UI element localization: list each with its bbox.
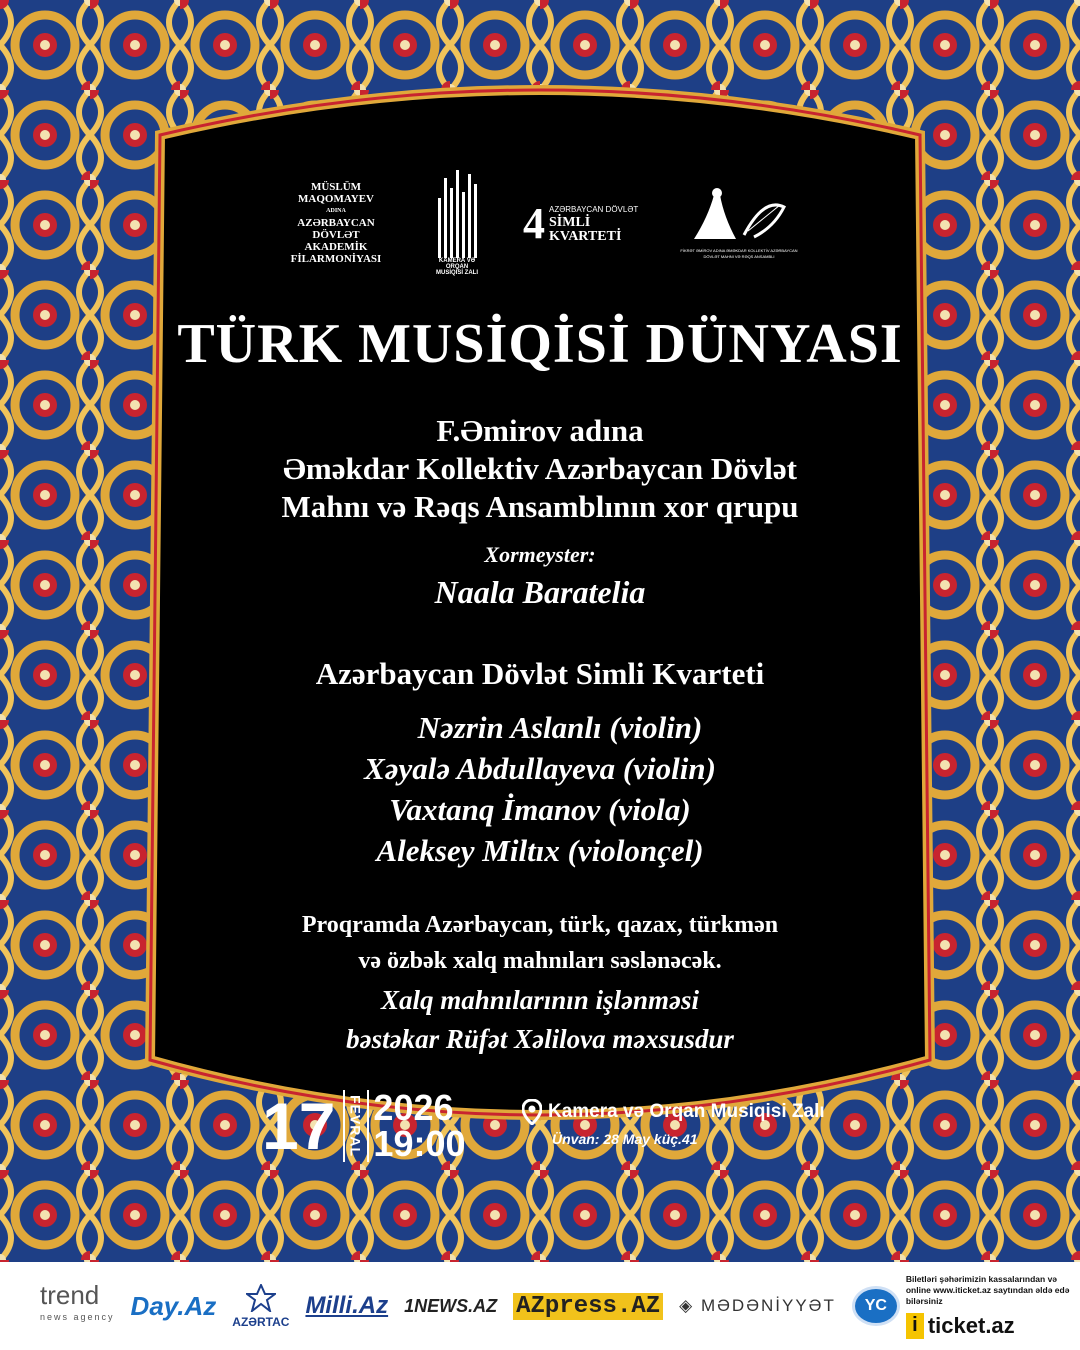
- logo-row: [0, 170, 1080, 276]
- kamera-logo-line1: KAMERA VƏ ORQAN: [438, 258, 476, 270]
- event-venue: [522, 1099, 825, 1147]
- dancer-icon: [684, 187, 794, 243]
- choirmaster-name: Naala Baratelia: [434, 574, 646, 610]
- ticket-note: Biletləri şəhərimizin kassalarından və online www.iticket.az saytından əldə edə bilərsiniz: [905, 1273, 1070, 1306]
- event-date: [262, 1087, 466, 1164]
- sponsor-list: [0, 1280, 900, 1329]
- sponsor-yc[interactable]: YC: [852, 1286, 900, 1326]
- iticket-block[interactable]: [900, 1274, 1080, 1339]
- kvartet-logo-line3: KVARTETİ: [549, 228, 622, 244]
- dedication-line-1: Xalq mahnılarının işlənməsi: [380, 985, 700, 1015]
- philharmonic-logo-line1: MÜSLÜM MAQOMAYEV: [298, 181, 374, 205]
- program-line-1: Proqramda Azərbaycan, türk, qazax, türkmən: [301, 912, 779, 938]
- sponsor-day-az[interactable]: Day.Az: [130, 1290, 217, 1321]
- event-day: 17: [262, 1089, 336, 1163]
- sponsor-trend-label: trend: [40, 1280, 100, 1310]
- date-divider-2: [367, 1090, 369, 1162]
- sponsor-medeniyyet[interactable]: [679, 1296, 836, 1316]
- sponsor-trend[interactable]: [40, 1280, 115, 1328]
- philharmonic-logo: [281, 181, 391, 265]
- philharmonic-logo-line4: AKADEMİK: [304, 241, 368, 253]
- venue-address: Ünvan: 28 May küç.41: [552, 1131, 698, 1147]
- performer-2: Xəyalə Abdullayeva (violin): [364, 751, 716, 786]
- ensemble-line-3: Mahnı və Rəqs Ansamblının xor qrupu: [281, 489, 799, 524]
- philharmonic-logo-line3: AZƏRBAYCAN DÖVLƏT: [297, 217, 375, 241]
- kvartet-logo-line2: SİMLİ: [549, 214, 591, 230]
- venue-name: Kamera və Orqan Musiqisi Zalı: [548, 1101, 825, 1122]
- kvartet-logo: [523, 198, 643, 249]
- iticket-brand: ticket.az: [927, 1312, 1015, 1338]
- choirmaster-label: Xormeyster:: [484, 542, 596, 567]
- kvartet-logo-number: 4: [523, 198, 545, 248]
- event-year: 2026: [373, 1087, 454, 1128]
- performer-4: Aleksey Miltıx (violonçel): [376, 833, 704, 868]
- performer-3: Vaxtanq İmanov (viola): [389, 792, 691, 827]
- ensemble-line-1: F.Əmirov adına: [436, 413, 644, 448]
- azertac-emblem-icon: [246, 1284, 276, 1312]
- iticket-i-mark: i: [906, 1313, 924, 1339]
- date-divider: [343, 1090, 345, 1162]
- sponsor-1news[interactable]: 1NEWS.AZ: [404, 1295, 498, 1316]
- location-pin-icon: [522, 1099, 542, 1125]
- philharmonic-logo-line2: ADINA: [326, 208, 346, 214]
- knot-icon: ◈: [679, 1296, 695, 1315]
- kamera-logo: [427, 170, 487, 276]
- kvartet-logo-line1: AZƏRBAYCAN DÖVLƏT: [549, 204, 639, 214]
- ensemble-logo-caption: FİKRƏT ƏMİROV ADINA ƏMƏKDAR KOLLEKTİV AZƏRBAYCAN DÖVLƏT MAHNI VƏ RƏQS ANSAMBLI: [680, 247, 798, 259]
- event-time: 19:00: [373, 1123, 466, 1164]
- sponsor-milli-az[interactable]: Milli.Az: [305, 1292, 389, 1319]
- philharmonic-logo-line5: FİLARMONİYASI: [290, 253, 382, 265]
- event-title: TÜRK MUSİQİSİ DÜNYASI: [177, 313, 903, 375]
- ensemble-line-2: Əməkdar Kollektiv Azərbaycan Dövlət: [283, 451, 797, 486]
- quartet-title: Azərbaycan Dövlət Simli Kvarteti: [315, 656, 765, 691]
- sponsor-medeniyyet-label: MƏDƏNİYYƏT: [700, 1296, 836, 1315]
- ensemble-logo: [679, 187, 799, 260]
- organ-pipes-icon: [427, 170, 487, 258]
- dedication-line-2: bəstəkar Rüfət Xəlilova məxsusdur: [346, 1024, 734, 1054]
- sponsor-footer: [0, 1262, 1080, 1350]
- sponsor-azertac-label: AZƏRTAC: [232, 1314, 290, 1329]
- kamera-logo-line2: MUSİQİSİ ZALI: [436, 270, 478, 276]
- iticket-logo[interactable]: [906, 1313, 1080, 1339]
- performer-1: Nəzrin Aslanlı (violin): [417, 710, 703, 745]
- sponsor-azpress[interactable]: AZpress.AZ: [513, 1293, 663, 1320]
- sponsor-azertac[interactable]: [232, 1284, 289, 1329]
- program-line-2: və özbək xalq mahnıları səslənəcək.: [358, 948, 722, 974]
- sponsor-trend-sub: news agency: [40, 1312, 115, 1322]
- event-month: FEVRAL: [347, 1095, 364, 1157]
